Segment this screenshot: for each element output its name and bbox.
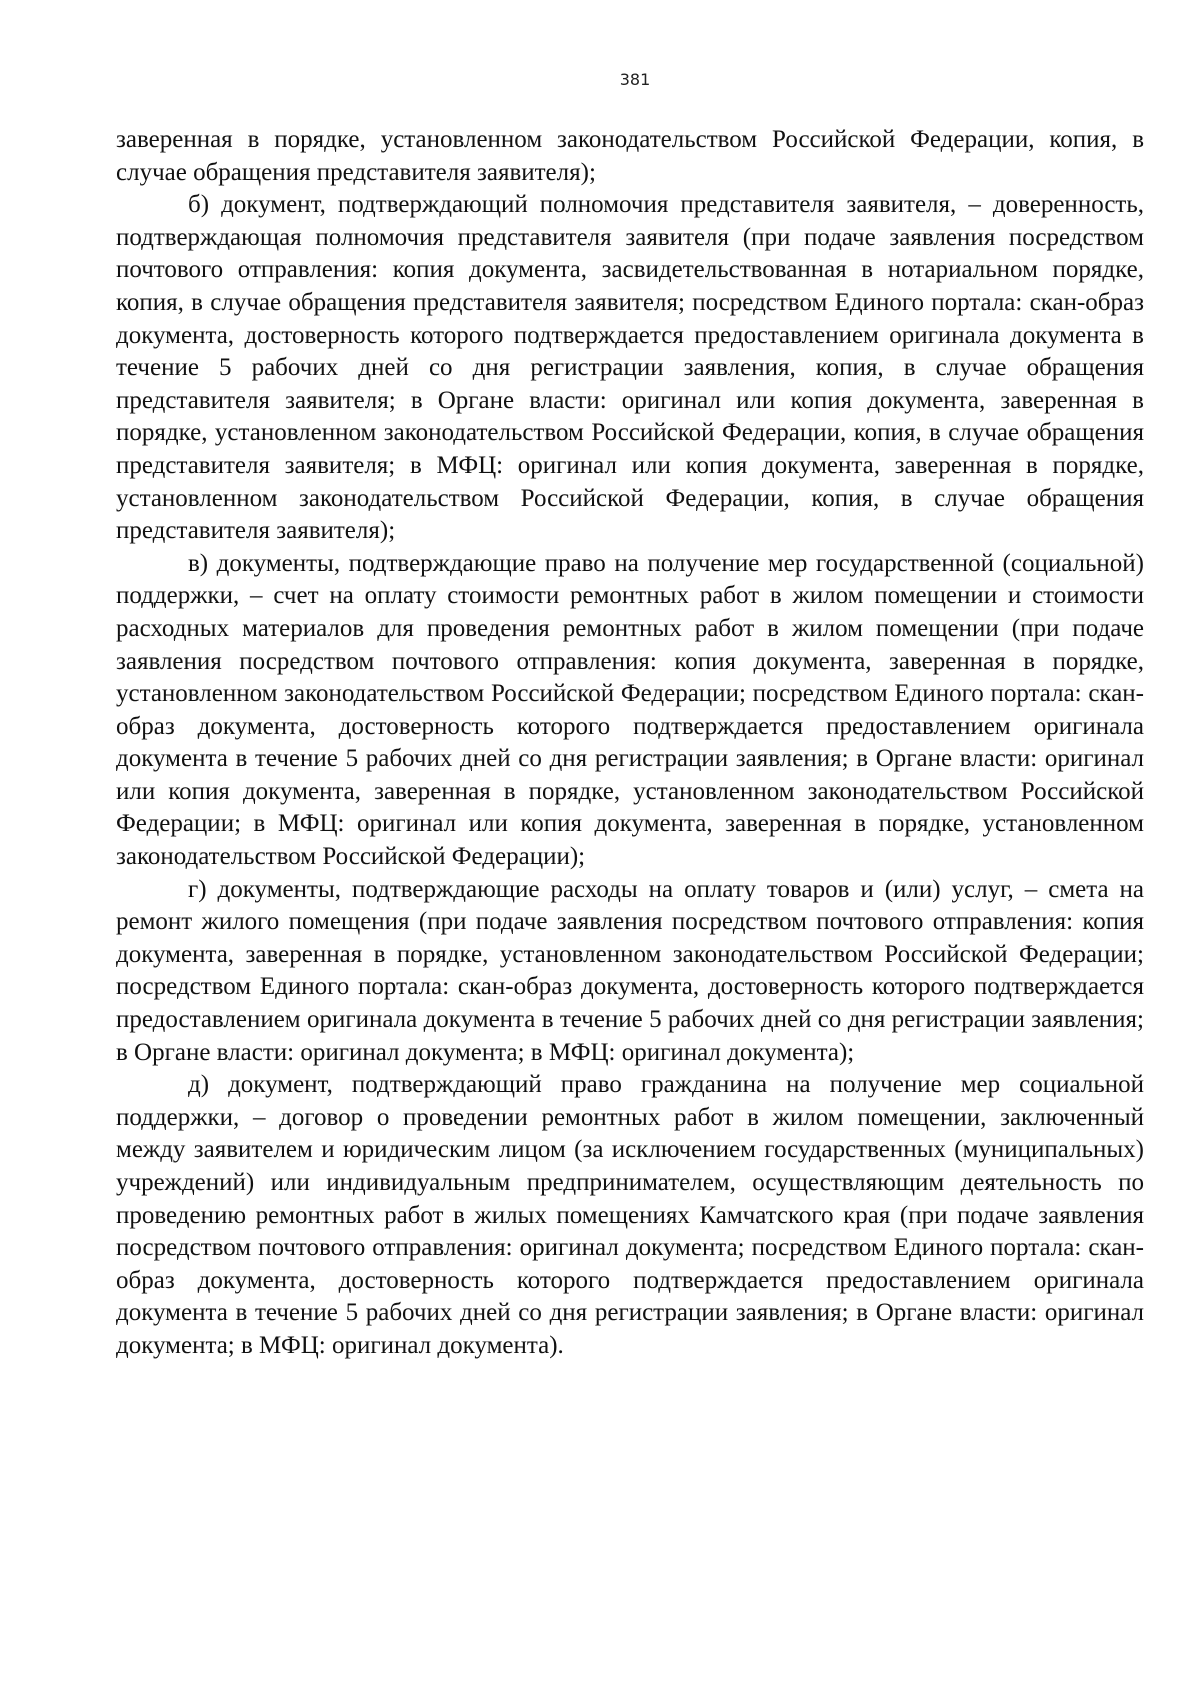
document-body [116, 124, 1144, 1363]
page-number: 381 [619, 70, 651, 89]
paragraph-item-d: д) документ, подтверждающий право гражданина на получение мер социальной поддержки, – договор о проведении ремонтных работ в жилом помещении, заключенный между заявителем и юридическим лицом (за исключением государственных (муниципальных) учреждений) или индивидуальным предпринимателем, осуществляющим деятельность по проведению ремонтных работ в жилых помещениях Камчатского края (при подаче заявления посредством почтового отправления: оригинал документа; посредством Единого портала: скан-образ документа, достоверность которого подтверждается предоставлением оригинала документа в течение 5 рабочих дней со дня регистрации заявления; в Органе власти: оригинал документа; в МФЦ: оригинал документа). [116, 1071, 1144, 1359]
paragraph-item-g: г) документы, подтверждающие расходы на оплату товаров и (или) услуг, – смета на ремонт жилого помещения (при подаче заявления посредством почтового отправления: копия документа, заверенная в порядке, установленном законодательством Российской Федерации; посредством Единого портала: скан-образ документа, достоверность которого подтверждается предоставлением оригинала документа в течение 5 рабочих дней со дня регистрации заявления; в Органе власти: оригинал документа; в МФЦ: оригинал документа); [116, 875, 1144, 1066]
paragraph-item-b: б) документ, подтверждающий полномочия представителя заявителя, – доверенность, подтверждающая полномочия представителя заявителя (при подаче заявления посредством почтового отправления: копия документа, засвидетельствованная в нотариальном порядке, копия, в случае обращения представителя заявителя; посредством Единого портала: скан-образ документа, достоверность которого подтверждается предоставлением оригинала документа в течение 5 рабочих дней со дня регистрации заявления, копия, в случае обращения представителя заявителя; в Органе власти: оригинал или копия документа, заверенная в порядке, установленном законодательством Российской Федерации, копия, в случае обращения представителя заявителя; в МФЦ: оригинал или копия документа, заверенная в порядке, установленном законодательством Российской Федерации, копия, в случае обращения представителя заявителя); [116, 191, 1144, 545]
paragraph-item-v: в) документы, подтверждающие право на получение мер государственной (социальной) поддержки, – счет на оплату стоимости ремонтных работ в жилом помещении и стоимости расходных материалов для проведения ремонтных работ в жилом помещении (при подаче заявления посредством почтового отправления: копия документа, заверенная в порядке, установленном законодательством Российской Федерации; посредством Единого портала: скан-образ документа, достоверность которого подтверждается предоставлением оригинала документа в течение 5 рабочих дней со дня регистрации заявления; в Органе власти: оригинал или копия документа, заверенная в порядке, установленном законодательством Российской Федерации; в МФЦ: оригинал или копия документа, заверенная в порядке, установленном законодательством Российской Федерации); [116, 549, 1144, 871]
paragraph-continuation: заверенная в порядке, установленном законодательством Российской Федерации, копия, в случае обращения представителя заявителя); [116, 126, 1144, 186]
